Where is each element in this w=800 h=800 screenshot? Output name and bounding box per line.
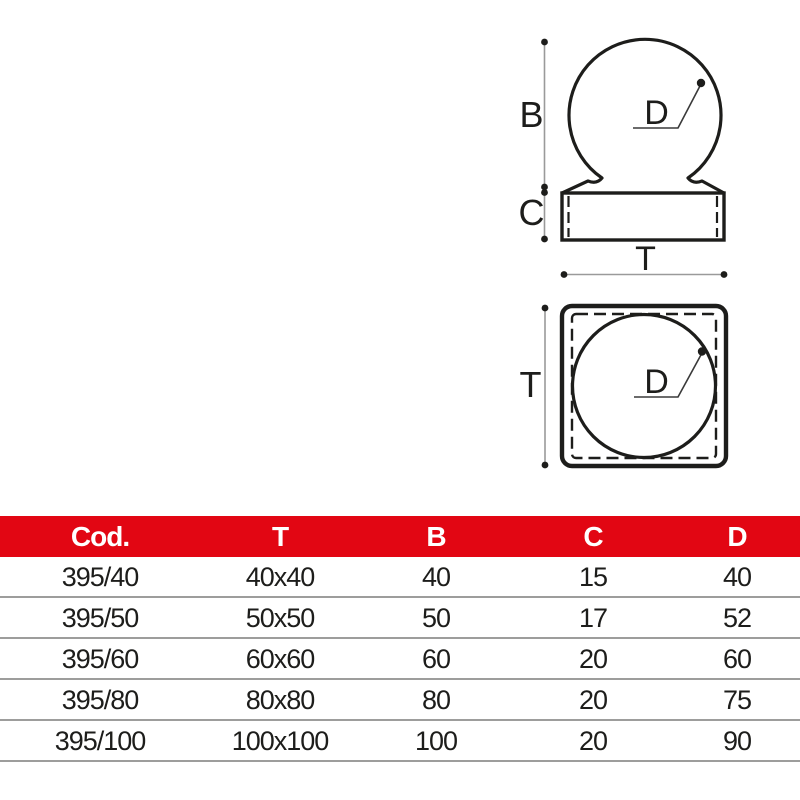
cell-b: 80 [421,685,451,715]
cell-cod: 395/100 [54,726,146,756]
d-leader-dot [697,79,705,87]
cell-c: 20 [578,644,608,674]
cell-d: 60 [722,644,752,674]
cell-d: 90 [722,726,752,756]
side-view-diagram [519,39,728,278]
dim-dot [721,271,728,278]
cell-b: 60 [421,644,451,674]
cell-cod: 395/60 [61,644,139,674]
cell-cod: 395/40 [61,562,139,592]
header-cell-t: T [271,521,289,552]
cell-c: 20 [578,685,608,715]
cell-d: 40 [722,562,752,592]
cell-t: 40x40 [245,562,315,592]
cell-t: 60x60 [245,644,315,674]
cell-b: 100 [414,726,458,756]
ball-outline [562,39,724,193]
table-header-row [0,516,800,557]
header-cell-b: B [426,521,446,552]
label-b: B [519,94,543,135]
label-t-side: T [635,240,655,278]
label-t-top: T [519,364,541,405]
table-row [0,680,800,721]
cell-c: 15 [578,562,608,592]
cell-c: 17 [578,603,608,633]
collar-rect [562,193,724,240]
cell-d: 52 [722,603,752,633]
dim-dot [542,462,549,469]
table-row [0,557,800,598]
cell-b: 50 [421,603,451,633]
dim-dot [541,236,548,243]
cell-t: 100x100 [231,726,329,756]
cell-b: 40 [421,562,451,592]
cell-t: 80x80 [245,685,315,715]
label-d-top: D [644,363,668,401]
dim-dot [541,39,548,46]
header-cell-c: C [583,521,603,552]
label-c: C [518,192,544,233]
header-cell-d: D [727,521,747,552]
d-leader-dot-top [698,347,706,355]
header-cell-cod: Cod. [70,521,130,552]
spec-table [0,516,800,762]
cell-d: 75 [722,685,752,715]
cell-t: 50x50 [245,603,315,633]
table-row [0,721,800,762]
top-view-diagram [520,305,727,469]
label-d-side: D [644,94,668,132]
table-row [0,598,800,639]
dim-dot [561,271,568,278]
cell-cod: 395/80 [61,685,139,715]
dim-dot [542,305,549,312]
cell-cod: 395/50 [61,603,139,633]
table-row [0,639,800,680]
cell-c: 20 [578,726,608,756]
